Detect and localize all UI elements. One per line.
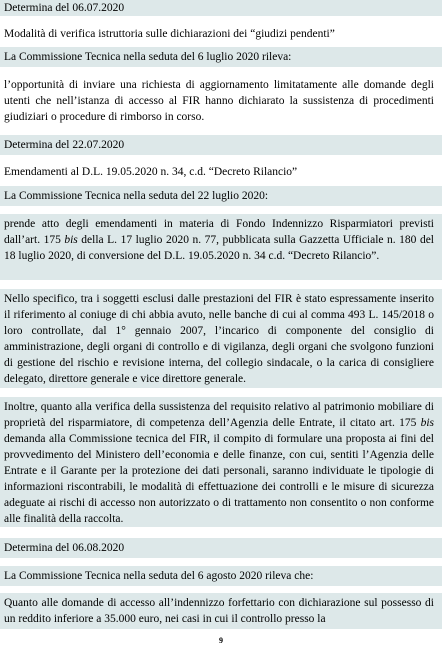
date-heading: Determina del 06.07.2020 bbox=[4, 2, 125, 14]
paragraph: Emendamenti al D.L. 19.05.2020 n. 34, c.d. “Decreto Rilancio” bbox=[4, 166, 298, 178]
section-intro: La Commissione Tecnica nella seduta del 6 luglio 2020 rileva: bbox=[4, 51, 292, 63]
date-heading: Determina del 06.08.2020 bbox=[4, 542, 125, 554]
date-heading: Determina del 22.07.2020 bbox=[4, 139, 125, 151]
page-number: 9 bbox=[219, 636, 223, 645]
paragraph: Modalità di verifica istruttoria sulle dichiarazioni dei “giudizi pendenti” bbox=[4, 28, 335, 40]
paragraph: prende atto degli emendamenti in materia di Fondo Indennizzo Risparmiatori previsti dall’art. 175 bis della L. 17 luglio 2020 n. 77, pubblicata sulla Gazzetta Ufficiale n. 180 del 18 luglio 2020, di conversione del D.L. 19.05.2020 n. 34 c.d. “Decreto Rilancio”. bbox=[4, 218, 434, 262]
section-intro: La Commissione Tecnica nella seduta del 22 luglio 2020: bbox=[4, 190, 269, 202]
paragraph: l’opportunità di inviare una richiesta di aggiornamento limitatamente alle domande degli utenti che nell’istanza di accesso al FIR hanno dichiarato la sussistenza di procedimenti giudiziari o procedure di rimborso in corso. bbox=[4, 79, 434, 123]
section-intro: La Commissione Tecnica nella seduta del 6 agosto 2020 rileva che: bbox=[4, 570, 314, 582]
paragraph: Inoltre, quanto alla verifica della sussistenza del requisito relativo al patrimonio mobiliare di proprietà del risparmiatore, di competenza dell’Agenzia delle Entrate, il citato art. 175 bis demanda alla Commissione tecnica del FIR, il compito di formulare una proposta ai fini del provvedimento del Ministero dell’economia e delle finanze, con cui, sentiti l’Agenzia delle Entrate e il Garante per la protezione dei dati personali, saranno individuate le tipologie di informazioni riscontrabili, le modalità di effettuazione dei controlli e le misure di sicurezza adeguate ai rischi di accesso non autorizzato o di trattamento non consentito o non conforme alle finalità della raccolta. bbox=[4, 401, 434, 525]
paragraph: Nello specifico, tra i soggetti esclusi dalle prestazioni del FIR è stato espressamente inserito il riferimento al coniuge di chi abbia avuto, nelle banche di cui al comma 493 L. 145/2018 o loro controllate, dal 1° gennaio 2007, l’incarico di componente del consiglio di amministrazione, degli organi di controllo e di vigilanza, degli organi che svolgono funzioni di gestione del rischio e revisione interna, del collegio sindacale, o la carica di consigliere delegato, direttore generale e vice direttore generale. bbox=[4, 293, 434, 385]
paragraph: Quanto alle domande di accesso all’indennizzo forfettario con dichiarazione sul possesso di un reddito inferiore a 35.000 euro, nei casi in cui il controllo presso la bbox=[4, 597, 434, 625]
